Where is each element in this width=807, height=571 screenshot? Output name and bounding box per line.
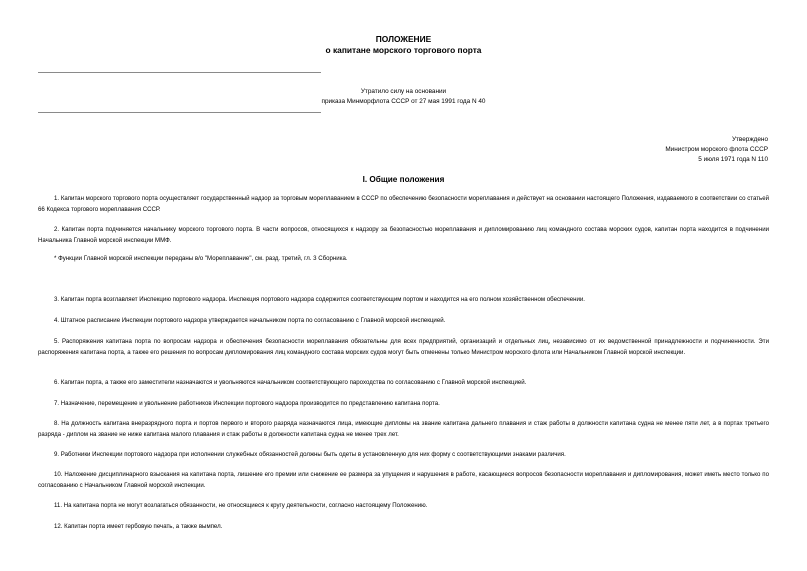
paragraph-5: 5. Распоряжения капитана порта по вопросам надзора и обеспечения безопасности мореплавания обязательны для всех предприятий, организаций и отдельных лиц, независимо от их ведомственной принадлежности и подчиненности. Эти распоряжения капитана порта, а также его решения по вопросам дипломирования лиц командного состава морских судов могут быть отменены только Министром морского флота или Начальником Главной морской инспекции. <box>38 338 769 356</box>
approval-line-2: Министром морского флота СССР <box>665 146 768 153</box>
top-divider <box>38 72 321 73</box>
paragraph-12: 12. Капитан порта имеет гербовую печать, а также вымпел. <box>54 523 223 530</box>
document-subtitle: о капитане морского торгового порта <box>325 45 482 55</box>
paragraph-4: 4. Штатное расписание Инспекции портового надзора утверждается начальником порта по согласованию с Главной морской инспекцией. <box>54 317 446 324</box>
section-heading: I. Общие положения <box>362 175 445 184</box>
paragraph-2: 2. Капитан порта подчиняется начальнику морского торгового порта. В части вопросов, относящихся к надзору за безопасностью мореплавания и дипломированию лиц командного состава морских судов, капитан порта находится в подчинении Начальника Главной морской инспекции ММФ. <box>38 226 769 244</box>
paragraph-11: 11. На капитана порта не могут возлагаться обязанности, не относящиеся к кругу деятельности, согласно настоящему Положению. <box>54 502 428 509</box>
paragraph-9: 9. Работники Инспекции портового надзора при исполнении служебных обязанностей должны быть одеты в установленную для них форму с соответствующими знаками различия. <box>54 451 566 458</box>
paragraph-7: 7. Назначение, перемещение и увольнение работников Инспекции портового надзора производится по представлению капитана порта. <box>54 400 440 407</box>
paragraph-3: 3. Капитан порта возглавляет Инспекцию портового надзора. Инспекция портового надзора содержится соответствующим портом и находится на его полном хозяйственном обеспечении. <box>54 296 585 303</box>
paragraph-6: 6. Капитан порта, а также его заместители назначаются и увольняются начальником соответствующего пароходства по согласованию с Главной морской инспекцией. <box>54 379 527 386</box>
footnote: * Функции Главной морской инспекции переданы в/о "Мореплавание", см. разд. третий, гл. 3 Сборника. <box>54 255 348 262</box>
paragraph-8: 8. На должность капитана внеразрядного порта и портов первого и второго разряда назначаются лица, имеющие дипломы на звание капитана дальнего плавания и стаж работы в должности капитана судна не менее пяти лет, а в портах третьего разряда - диплом на звание не ниже капитана малого плавания и стаж работы в должности капитана судна не менее трех лет. <box>38 420 769 438</box>
annulment-note-line-1: Утратило силу на основании <box>360 88 447 95</box>
paragraph-1: 1. Капитан морского торгового порта осуществляет государственный надзор за торговым мореплаванием в СССР по обеспечению безопасности мореплавания и действует на основании настоящего Положения, издаваемого в соответствии со статьей 66 Кодекса торгового мореплавания СССР. <box>38 195 769 213</box>
paragraph-10: 10. Наложение дисциплинарного взыскания на капитана порта, лишение его премии или снижение ее размера за упущения и нарушения в работе, касающиеся вопросов безопасности мореплавания и дипломирования, может иметь место только по согласованию с Начальником Главной морской инспекции. <box>38 471 769 489</box>
annulment-note-line-2: приказа Минморфлота СССР от 27 мая 1991 года N 40 <box>321 98 486 105</box>
bottom-divider <box>38 112 321 113</box>
document-title: ПОЛОЖЕНИЕ <box>375 34 432 44</box>
approval-line-1: Утверждено <box>731 136 768 143</box>
approval-line-3: 5 июля 1971 года N 110 <box>698 156 768 163</box>
